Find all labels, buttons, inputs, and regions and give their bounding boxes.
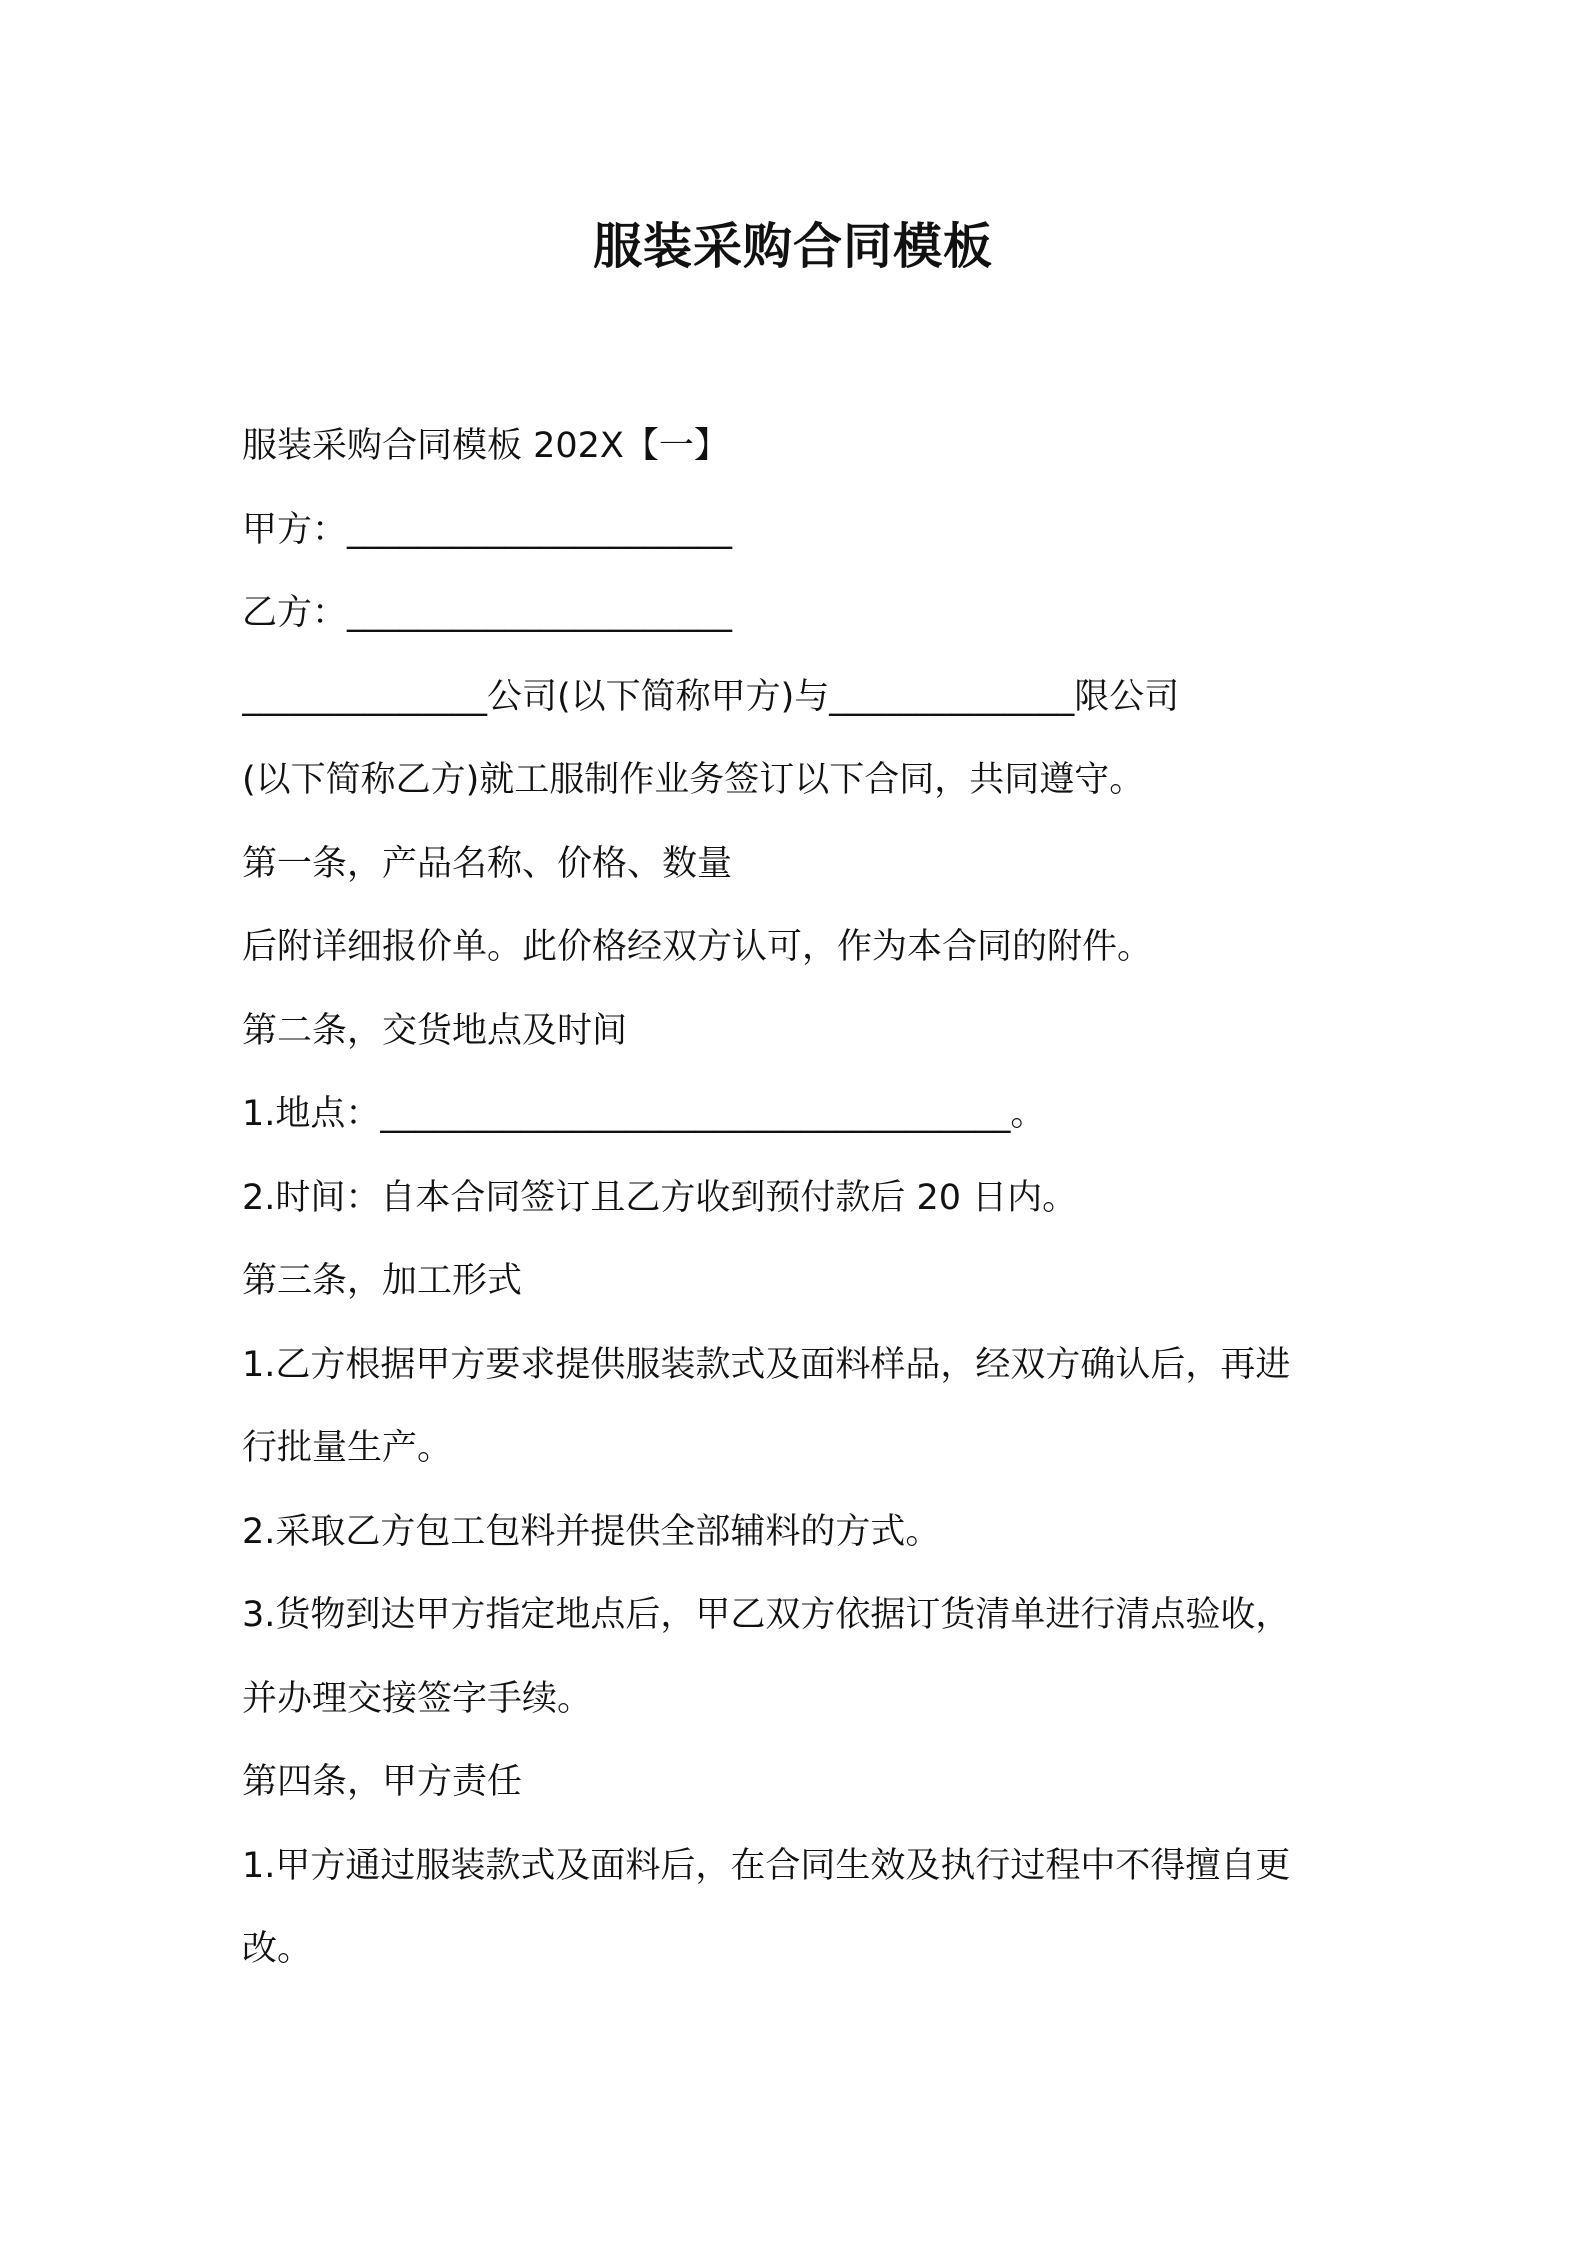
paragraph-line: 后附详细报价单。此价格经双方认可，作为本合同的附件。 <box>242 927 1153 967</box>
paragraph-line: 2.采取乙方包工包料并提供全部辅料的方式。 <box>242 1511 941 1552</box>
paragraph-line: 并办理交接签字手续。 <box>242 1678 593 1719</box>
document-title: 服装采购合同模板 <box>592 218 993 275</box>
article-heading: 第四条，甲方责任 <box>242 1762 523 1802</box>
document-body <box>242 405 1362 1992</box>
paragraph-line: 1.甲方通过服装款式及面料后，在合同生效及执行过程中不得擅自更 <box>242 1845 1291 1886</box>
article-heading: 第三条，加工形式 <box>242 1261 523 1301</box>
article-heading: 第一条，产品名称、价格、数量 <box>242 843 733 884</box>
paragraph-line: (以下简称乙方)就工服制作业务签订以下合同，共同遵守。 <box>242 760 1145 800</box>
paragraph-line: 1.乙方根据甲方要求提供服装款式及面料样品，经双方确认后，再进 <box>242 1344 1291 1385</box>
article-heading: 第二条，交货地点及时间 <box>242 1010 628 1051</box>
paragraph-line: ______________公司(以下简称甲方)与______________限公司 <box>242 676 1180 717</box>
party-b-line: 乙方：______________________ <box>242 593 733 633</box>
paragraph-line: 改。 <box>242 1929 313 1969</box>
paragraph-line: 行批量生产。 <box>242 1428 453 1468</box>
party-a-line: 甲方：______________________ <box>242 509 733 550</box>
paragraph-line: 3.货物到达甲方指定地点后，甲乙双方依据订货清单进行清点验收， <box>242 1595 1291 1635</box>
paragraph-line: 1.地点：____________________________________。 <box>242 1094 1046 1134</box>
paragraph-line: 2.时间：自本合同签订且乙方收到预付款后 20 日内。 <box>242 1177 1078 1218</box>
section-heading: 服装采购合同模板 202X【一】 <box>242 426 729 466</box>
